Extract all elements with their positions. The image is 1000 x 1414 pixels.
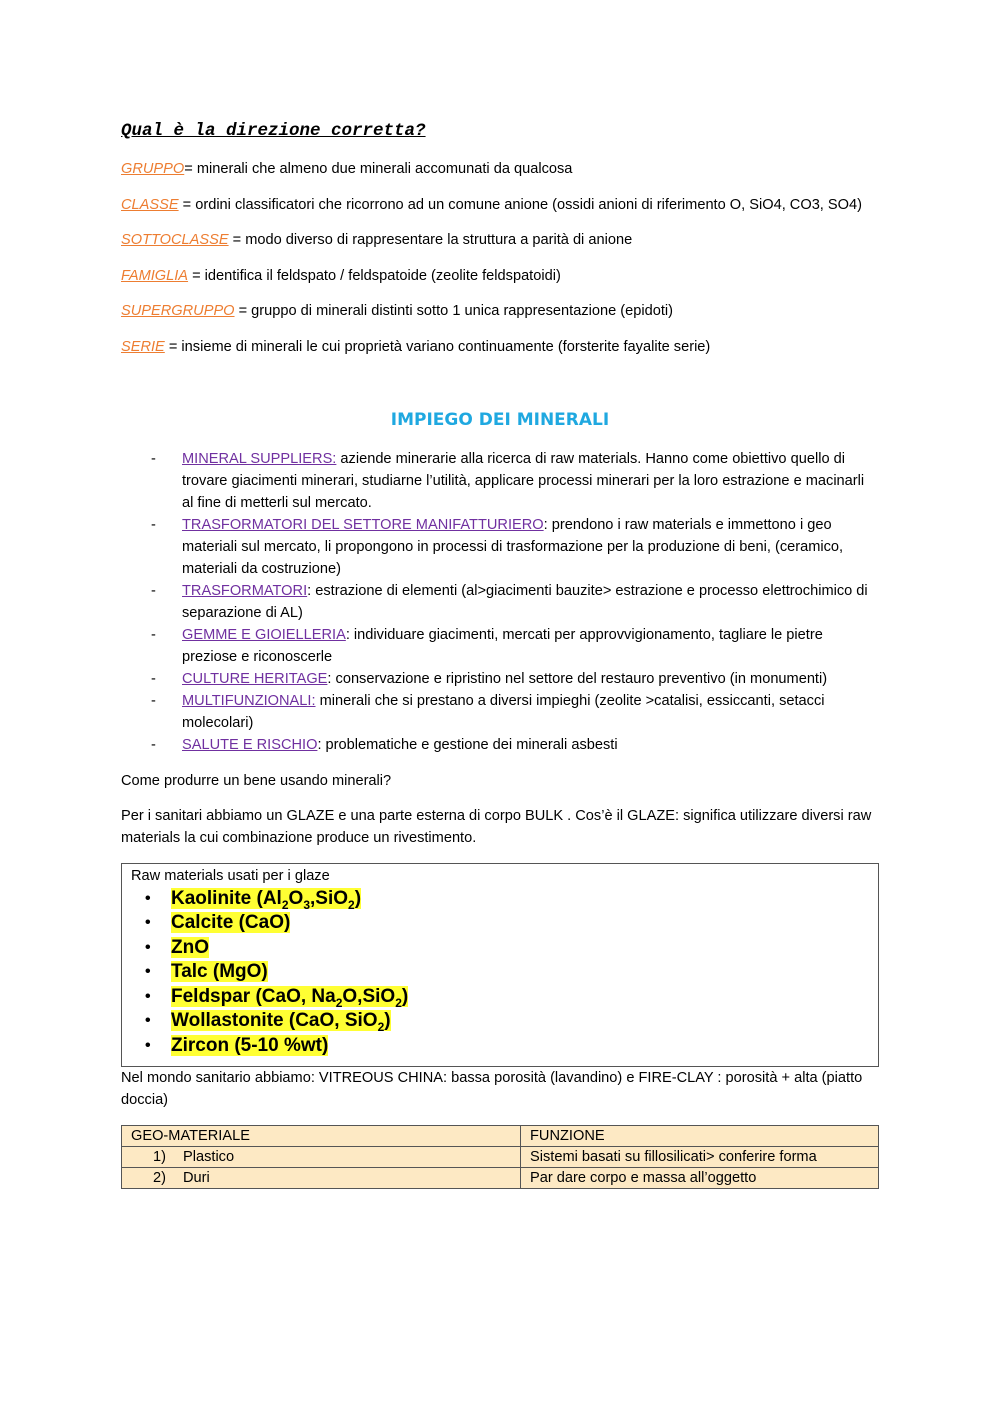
subscript: 2 [377,1019,385,1034]
list-item [131,936,869,961]
table-header-row [122,1126,879,1147]
highlighted-material [171,1010,391,1034]
highlighted-material [171,912,290,933]
highlighted-material [171,961,268,982]
table-header-material: GEO-MATERIALE [122,1126,521,1147]
use-text: : problematiche e gestione dei minerali asbesti [317,736,618,753]
use-term: GEMME E GIOIELLERIA [182,626,346,643]
definition-text: = minerali che almeno due minerali accomunati da qualcosa [184,161,573,177]
definition-term: SERIE [121,338,165,355]
highlighted-material [171,887,362,912]
list-item [131,887,869,912]
material-cell [122,1147,521,1168]
material-text: ,SiO [310,887,349,909]
subscript: 2 [281,897,289,912]
bullet: • [145,938,151,956]
material-text: Feldspar (CaO, Na [171,985,336,1007]
list-item [121,448,879,514]
dash-bullet: - [151,626,156,643]
list-item [131,1009,869,1034]
raw-materials-list [131,887,869,1059]
list-item [131,985,869,1010]
subscript: 2 [348,897,355,912]
bullet: • [145,963,151,980]
bullet: • [145,987,151,1005]
question-paragraph: Come produrre un bene usando minerali? [121,772,392,789]
sanitary-paragraph: Nel mondo sanitario abbiamo: VITREOUS CHINA: bassa porosità (lavandino) e FIRE-CLAY : porosità + alta (piatto doccia) [121,1070,863,1108]
glaze-paragraph: Per i sanitari abbiamo un GLAZE e una parte esterna di corpo BULK . Cos’è il GLAZE: significa utilizzare diversi raw materials la cui combinazione produce un rivestimento. [121,807,872,846]
use-term: CULTURE HERITAGE [182,670,328,687]
row-number: 1) [153,1149,166,1165]
list-item [121,514,879,580]
bullet: • [145,1036,151,1054]
definition-item [121,158,879,180]
list-item [121,624,879,668]
definition-item [121,336,879,358]
table-header-function: FUNZIONE [521,1126,879,1147]
dash-bullet: - [151,582,156,599]
material-name: Duri [183,1170,210,1186]
function-cell: Par dare corpo e massa all’oggetto [521,1168,879,1189]
dash-bullet: - [151,516,156,533]
subscript: 2 [395,995,402,1010]
dash-bullet: - [151,450,156,467]
material-text: ) [384,1010,391,1031]
highlighted-material [171,985,409,1010]
material-cell [122,1168,521,1189]
use-term: MULTIFUNZIONALI: [182,692,316,709]
geo-material-table [121,1125,879,1189]
table-row [122,1147,879,1168]
list-item [131,911,869,936]
highlighted-material [171,937,209,958]
bullet: • [145,1012,151,1029]
definition-text: = ordini classificatori che ricorrono ad un comune anione (ossidi anioni di riferimento O, SiO4, CO3, SO4) [178,196,862,213]
document-page [121,118,879,1189]
material-text: ZnO [171,936,209,958]
material-text: O,SiO [342,985,396,1007]
subscript: 2 [335,995,343,1010]
use-term: MINERAL SUPPLIERS: [182,450,337,467]
dash-bullet: - [151,736,156,753]
use-text: : conservazione e ripristino nel settore del restauro preventivo (in monumenti) [327,670,828,687]
material-text: ) [401,985,409,1007]
definition-term: FAMIGLIA [121,267,189,284]
subscript: 3 [303,897,310,912]
use-text: : estrazione di elementi (al>giacimenti bauzite> estrazione e processo elettrochimico di separazione di AL) [182,582,868,621]
section-title: IMPIEGO DEI MINERALI [390,409,610,430]
definition-item [121,194,879,216]
raw-materials-box [121,863,879,1068]
list-item [131,1034,869,1059]
definition-item [121,300,879,322]
material-text: Talc (MgO) [171,961,268,982]
definition-item [121,265,879,287]
definition-text: = insieme di minerali le cui proprietà variano continuamente (forsterite fayalite serie) [164,338,711,355]
definition-term: SUPERGRUPPO [121,303,235,319]
list-item [131,960,869,985]
list-item [121,668,879,690]
definition-text: = identifica il feldspato / feldspatoide (zeolite feldspatoidi) [188,267,561,284]
page-title: Qual è la direzione corretta? [121,121,426,141]
material-text: O [288,887,304,909]
use-term: TRASFORMATORI DEL SETTORE MANIFATTURIERO [182,516,544,533]
uses-list [121,448,879,756]
use-term: SALUTE E RISCHIO [182,736,318,753]
material-text: Kaolinite (Al [171,887,282,909]
definition-term: CLASSE [121,196,179,213]
definitions-list [121,158,879,358]
use-term: TRASFORMATORI [182,582,308,599]
definition-term: GRUPPO [121,161,185,177]
definition-text: = gruppo di minerali distinti sotto 1 unica rappresentazione (epidoti) [234,303,673,319]
use-text: aziende minerarie alla ricerca di raw materials. Hanno come obiettivo quello di trovare giacimenti minerari, studiarne l’utilità, applicare processi minerari per la loro estrazione e macinarli al fine di metterli sul mercato. [182,450,865,511]
highlighted-material [171,1035,328,1056]
definition-text: = modo diverso di rappresentare la struttura a parità di anione [228,232,633,248]
definition-term: SOTTOCLASSE [121,232,229,248]
bullet: • [145,914,151,931]
material-text: ) [354,887,362,909]
list-item [121,580,879,624]
table-row [122,1168,879,1189]
list-item [121,690,879,734]
use-text: : prendono i raw materials e immettono i geo materiali sul mercato, li propongono in processi di trasformazione per la produzione di beni, (ceramico, materiali da costruzione) [182,516,844,577]
material-text: Wollastonite (CaO, SiO [171,1010,378,1031]
row-number: 2) [153,1170,166,1186]
list-item [121,734,879,756]
definition-item [121,229,879,251]
use-text: minerali che si prestano a diversi impieghi (zeolite >catalisi, essiccanti, setacci molecolari) [182,692,825,731]
dash-bullet: - [151,692,156,709]
material-text: Calcite (CaO) [171,912,291,933]
function-cell: Sistemi basati su fillosilicati> conferire forma [521,1147,879,1168]
use-text: : individuare giacimenti, mercati per approvvigionamento, tagliare le pietre preziose e riconoscerle [182,626,823,665]
material-name: Plastico [183,1149,235,1165]
dash-bullet: - [151,670,156,687]
bullet: • [145,889,151,907]
material-text: Zircon (5-10 %wt) [171,1034,329,1056]
box-heading: Raw materials usati per i glaze [131,867,330,884]
